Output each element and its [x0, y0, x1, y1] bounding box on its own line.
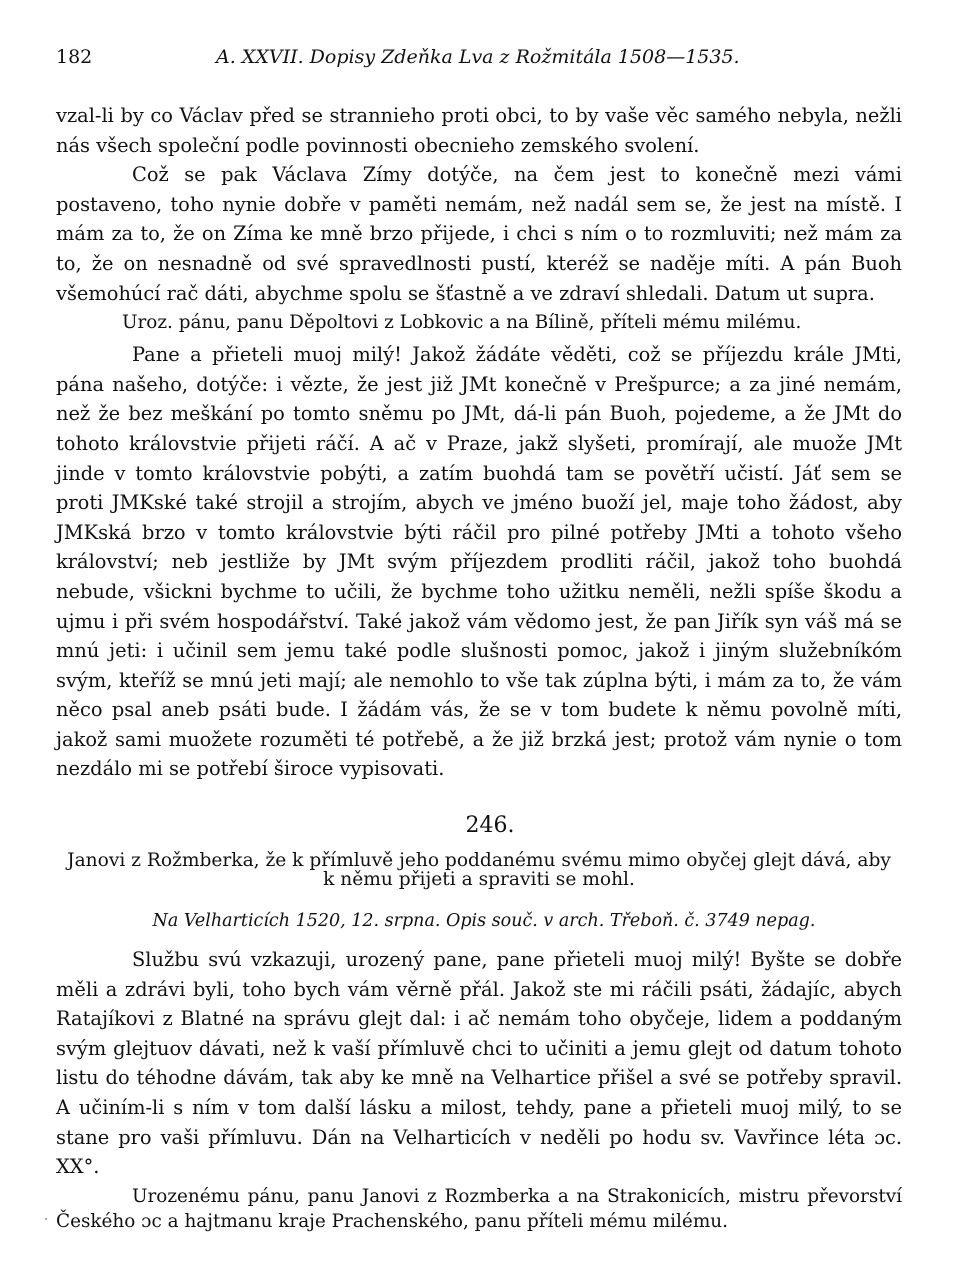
running-title: A. XXVII. Dopisy Zdeňka Lva z Rožmitála 1508—1535.: [216, 46, 740, 68]
letter-246-address-text: Urozenému pánu, panu Janovi z Rozmberka a na Strakonicích, mistru převorství Českého ɔc a hajtmanu kraje Prachenského, panu příteli mému milému.: [56, 1185, 902, 1232]
document-regest: Janovi z Rožmberka, že k přímluvě jeho poddanému svému mimo obyčej glejt dává, aby k němu přijeti a spraviti se mohl.: [67, 850, 891, 891]
letter-246-body: Službu svú vzkazuji, urozený pane, pane přieteli muoj milý! Byšte se dobře měli a zdrávi byli, toho bych vám věrně přál. Jakož ste mi ráčili psáti, žádajíc, abych Ratajíkovi z Blatné na správu glejt dal: i ač nemám toho obyčeje, lidem a poddaným svým glejtuov dávati, než k vaší přímluvě chci to učiniti a jemu glejt od datum tohoto listu do téhodne dávám, tak aby ke mně na Velhartice přišel a své se potřeby spravil. A učiním-li s ním v tom další lásku a milost, tehdy, pane a přieteli muoj milý, to se stane pro vaši přímluvu. Dán na Velharticích v neděli po hodu sv. Vavřince léta ɔc. XX°.: [56, 948, 902, 1179]
document-number: 246.: [465, 813, 515, 839]
letter-245-continuation: vzal-li by co Václav před se strannieho proti obci, to by vaše věc samého nebyla, nežli nás všech společní podle povinnosti obecnieho zemského svolení.: [56, 104, 902, 157]
letter-246-address: [56, 1184, 902, 1234]
book-page: [56, 40, 902, 1234]
letter-245-main-paragraph: Pane a přieteli muoj milý! Jakož žádáte věděti, což se příjezdu krále JMti, pána našeho, dotýče: i vězte, že jest již JMt konečně v Prešpurce; a za jiné nemám, než že bez meškání po tomto sněmu po JMt, dá-li pán Buoh, pojedeme, a že JMt do tohoto královstvie přijeti ráčí. A ač v Praze, jakž slyšeti, promírají, ale muože JMt jinde v tomto královstvie pobýti, a zatím buohdá tam se povětří učistí. Jáť sem se proti JMKské také strojil a strojím, abych ve jméno buoží jel, maje toho žádost, aby JMKská brzo v tomto královstvie býti ráčil pro pilné potřeby JMti a tohoto všeho království; neb jestliže by JMt svým příjezdem prodliti ráčil, jakož toho buohdá nebude, všickni bychme to učili, že bychme toho užitku neměli, nežli spíše škodu a ujmu i při svém hospodářství. Také jakož vám vědomo jest, že pan Jiřík syn váš má se mnú jeti: i učinil sem jemu také podle slušnosti pomoc, jakož i jiným služebníkóm svým, kteříž se mnú jeti mají; ale nemohlo to vše tak zúplna býti, i mám za to, že vám něco psal aneb psáti bude. I žádám vás, že se v tom budete k němu povolně míti, jakož sami muožete rozuměti té potřebě, a že již brzká jest; protož vám nynie o tom nezdálo mi se potřebí široce vypisovati.: [56, 343, 902, 781]
running-head: [56, 40, 902, 74]
letter-245-text: [56, 101, 902, 784]
document-date-source: Na Velharticích 1520, 12. srpna. Opis souč. v arch. Třeboň. č. 3749 nepag.: [152, 911, 816, 932]
letter-245-address: Uroz. pánu, panu Děpoltovi z Lobkovic a na Bílině, příteli mému milému.: [122, 312, 802, 334]
page-number: 182: [56, 46, 93, 68]
scan-speck: [45, 1218, 47, 1220]
letter-246-text: [56, 945, 902, 1182]
letter-245-paragraph: Což se pak Václava Zímy dotýče, na čem jest to konečně mezi vámi postaveno, toho nynie dobře v paměti nemám, než nadál sem se, že jest na místě. I mám za to, že on Zíma ke mně brzo přijede, i chci s ním o to rozmluviti; než mám za to, že on nesnadně od své spravedlnosti pustí, kteréž se naděje míti. A pán Buoh všemohúcí rač dáti, abychme spolu se šťastně a ve zdraví shledali. Datum ut supra.: [56, 163, 902, 305]
